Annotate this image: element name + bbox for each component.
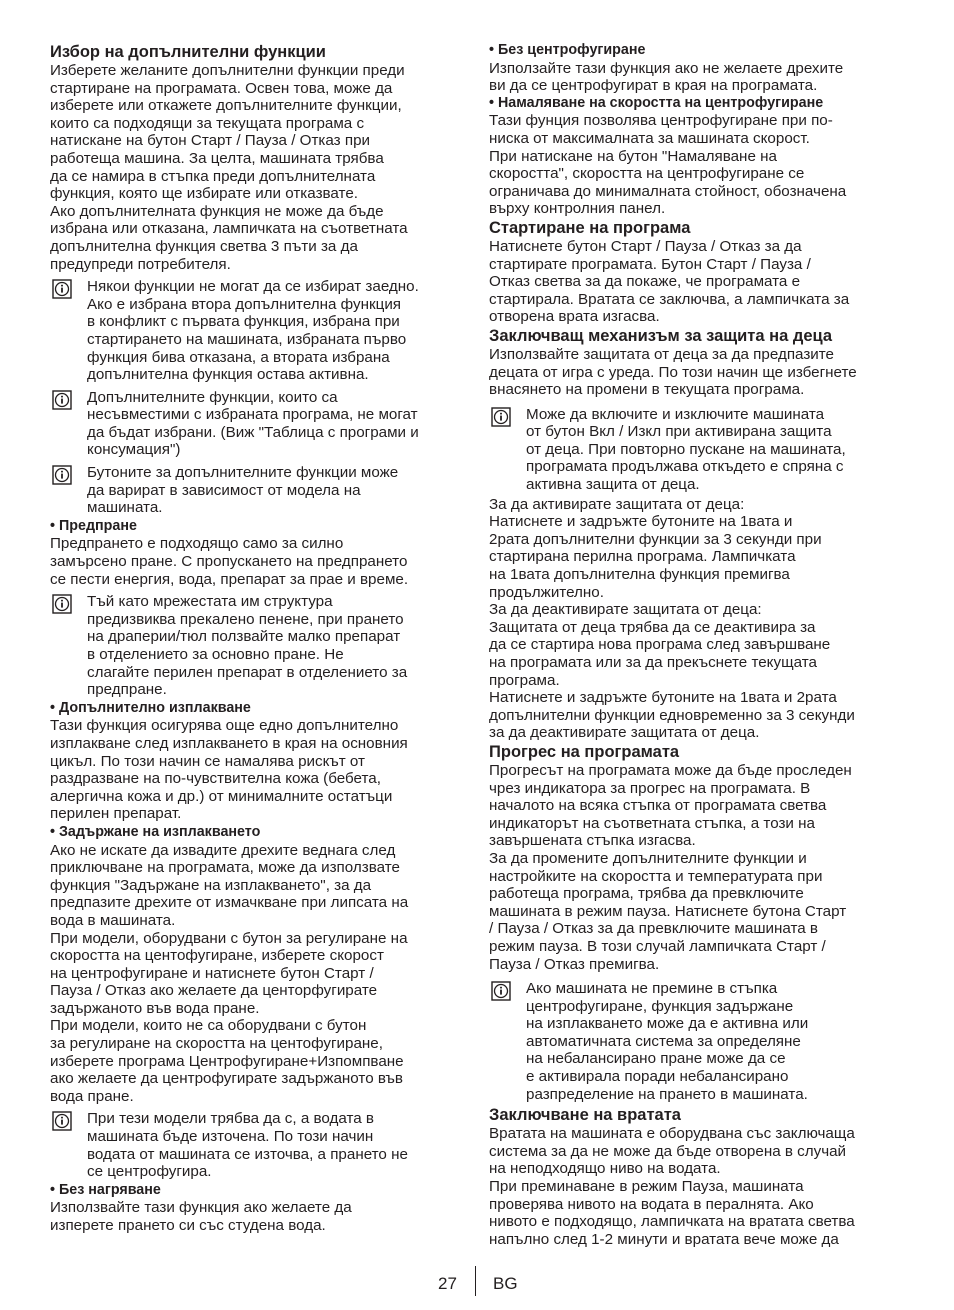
note-text: Ако машината не премине в стъпка центрофугиране, функция задържане на изплакването може да е активна или автоматичната система за определяне на небалансирано пране може да се е активирала поради небалансирано разпределение на прането в машината. — [526, 980, 809, 1103]
info-icon — [52, 390, 72, 410]
info-note — [489, 406, 909, 494]
info-note — [50, 389, 465, 459]
note-text: Допълнителните функции, които са несъвместими с избраната програма, не могат да бъдат избрани. (Виж "Таблица с програми и консумация") — [87, 388, 419, 459]
language-code: BG — [493, 1274, 518, 1293]
page-footer — [0, 1272, 954, 1298]
section-heading-extra-functions: Избор на допълнителни функции — [50, 43, 326, 61]
info-note — [50, 278, 465, 384]
bullet-heading-rinse-hold: • Задържане на изплакването — [50, 823, 261, 840]
note-text: Може да включите и изключите машината от бутон Вкл / Изкл при активирана защита от деца. При повторно пускане на машината, програмата продължава откъдето е спряна с активна защита от деца. — [526, 405, 846, 494]
info-icon — [491, 981, 511, 1001]
info-icon — [491, 407, 511, 427]
section-heading-start: Стартиране на програма — [489, 218, 691, 237]
note-text: Тъй като мрежестата им структура предизвиква прекалено пенене, при прането на драперии/тюл ползвайте малко препарат в отделението за основно пране. Не слагайте перилен препарат в отделението за предпране. — [87, 593, 408, 699]
info-icon — [52, 594, 72, 614]
info-note — [50, 1110, 465, 1180]
paragraph: Тази фунция позволява центрофугиране при по- ниска от максималната за машината скорост. При натискане на бутон "Намаляване на скоростта", скоростта на центрофугиране се ограничава до минималната стойност, обозначена върху контролния панел. — [489, 112, 847, 218]
page-number: 27 — [438, 1274, 457, 1293]
bullet-heading-extra-rinse: • Допълнително изплакване — [50, 699, 251, 716]
bullet-heading-spin-reduction: • Намаляване на скоростта на центрофугиране — [489, 94, 824, 111]
paragraph: Предпрането е подходящо само за силно замърсено пране. С пропускането на предпрането се пести енергия, вода, препарат за прае и време. — [50, 535, 409, 588]
note-text: Някои функции не могат да се избират заедно. Ако е избрана втора допълнителна функция в конфликт с първата функция, избрана при стартирането на машината, избраната първо функция бива отказана, а втората избрана допълнителна функция остава активна. — [87, 278, 419, 384]
paragraph: Използвайте защитата от деца за да предпазите децата от игра с уреда. По този начин ще избегнете внасянето на промени в текущата програма. — [489, 345, 857, 399]
info-icon — [52, 465, 72, 485]
paragraph: Използайте тази функция ако не желаете дрехите ви да се центрофугират в края на програмата. — [489, 59, 844, 95]
info-note — [50, 593, 465, 699]
paragraph: Тази функция осигурява още едно допълнително изплакване след изплакването в края на основния цикъл. По този начин се намалява рискът от раздразване на по-чувствителна кожа (бебета, алергична кожа и др.) от минималните остатъци перилен препарат. — [50, 717, 408, 823]
paragraph: Използвайте тази функция ако желаете да изперете прането си със студена вода. — [50, 1199, 352, 1234]
bullet-heading-prewash: • Предпране — [50, 517, 137, 534]
info-note — [489, 980, 909, 1103]
footer-divider — [475, 1266, 476, 1296]
bullet-heading-no-spin: • Без центрофугиране — [489, 42, 646, 58]
info-note — [50, 464, 465, 517]
paragraph: Ако не искате да извадите дрехите веднага след приключване на програмата, може да използвате функция "Задържане на изплакването", за да предпазите дрехите от измачкване при липсата на вода в машината. При модели, оборудвани с бутон за регулиране на скоростта на центофугиране, изберете скорост на центрофугиране и натиснете бутон Старт / Пауза / Отказ ако желаете да центорфугирате задържаното във вода пране. При модели, които не са оборудвани с бутон за регулиране на скоростта на центофугиране, изберете програма Центрофугиране+Изпомпване ако желаете да центрофугирате задържаното във вода пране. — [50, 841, 409, 1105]
section-heading-child-lock: Заключващ механизъм за защита на деца — [489, 326, 833, 345]
paragraph: Изберете желаните допълнителни функции преди стартиране на програмата. Освен това, може да изберете или откажете допълнителните функции, които са подходящи за текущата програма с натискане на бутон Старт / Пауза / Отказ при работеща машина. За целта, машината трябва да се намира в стъпка преди допълнителната функция, която ще избирате или отказвате. Ако допълнителната функция не може да бъде избрана или отказана, лампичката на съответната допълнителна функция светва 3 пъти за да предупреди потребителя. — [50, 62, 408, 273]
info-icon — [52, 1111, 72, 1131]
paragraph: За да активирате защитата от деца: Натиснете и задръжте бутоните на 1вата и 2рата допълнителни функции за 3 секунди при стартирана перилна програма. Лампичката на 1вата допълнителна функция премигва продължително. За да деактивирате защитата от деца: Защитата от деца трябва да се деактивира за да се стартира нова програма след завършване на програмата или за да прекъснете текущата програма. Натиснете и задръжте бутоните на 1вата и 2рата допълнителни функции едновременно за 3 секунди за да деактивирате защитата от деца. — [489, 495, 855, 742]
section-heading-door-lock: Заключване на вратата — [489, 1106, 681, 1125]
paragraph: Прогресът на програмата може да бъде проследен чрез индикатора за прогрес на програмата. В началото на всяка стъпка от програмата светва индикаторът на съответната стъпка, а този на завършената стъпка изгасва. За да промените допълнителните функции и настройките на скоростта и температурата при работеща програма, трябва да превключите машината в режим пауза. Натиснете бутона Старт / Пауза / Отказ за да превключите машината в режим пауза. В този случай лампичката Старт / Пауза / Отказ премигва. — [489, 761, 852, 973]
note-text: При тези модели трябва да с, а водата в машината бъде източена. По този начин водата от машината се източва, а прането не се центрофугира. — [87, 1110, 408, 1181]
section-heading-progress: Прогрес на програмата — [489, 742, 680, 761]
bullet-heading-no-heating: • Без нагряване — [50, 1181, 161, 1198]
right-column — [489, 42, 909, 1248]
info-icon — [52, 279, 72, 299]
note-text: Бутоните за допълнителните функции може да варират в зависимост от модела на машината. — [87, 464, 399, 517]
paragraph: Вратата на машината е оборудвана със заключаща система за да не може да бъде отворена в случай на неподходящо ниво на водата. При преминаване в режим Пауза, машината проверява нивото на водата в пералнята. Ако нивото е подходящо, лампичката на вратата светва напълно след 1-2 минути и вратата вече може да — [489, 1125, 855, 1248]
left-column — [50, 42, 465, 1235]
paragraph: Натиснете бутон Старт / Пауза / Отказ за да стартирате програмата. Бутон Старт / Пауза / Отказ светва за да покаже, че програмата е стартирала. Вратата се заключва, а лампичката за отворена врата изгасва. — [489, 237, 850, 326]
